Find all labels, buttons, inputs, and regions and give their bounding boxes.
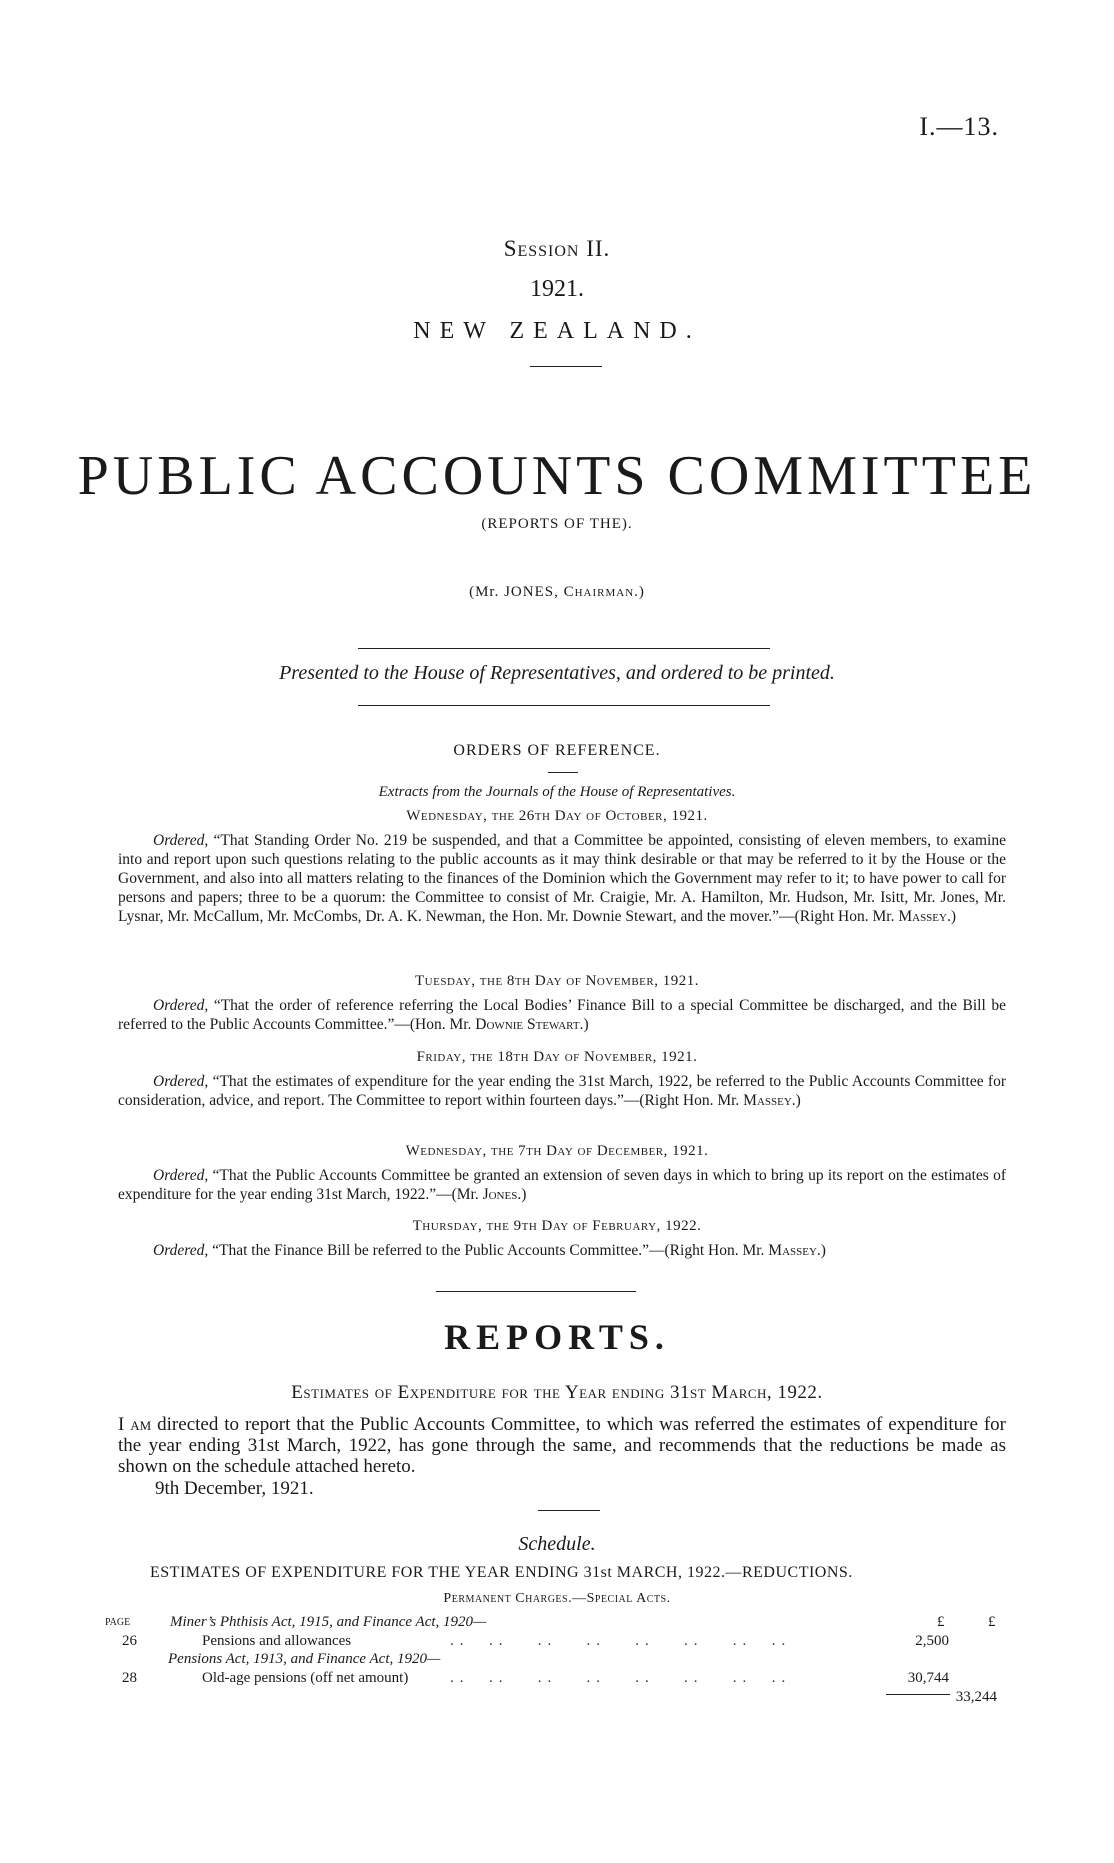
ordered-label: Ordered,: [153, 1242, 209, 1259]
ordered-label: Ordered,: [153, 1167, 209, 1184]
order-date: Wednesday, the 7th Day of December, 1921.: [405, 1143, 709, 1159]
orders-heading: ORDERS OF REFERENCE.: [453, 742, 661, 759]
year-label: 1921.: [530, 276, 584, 302]
document-subtitle: (REPORTS OF THE).: [481, 516, 633, 532]
order-body: “That the estimates of expenditure for the year ending the 31st March, 1922, be referred to the Public Accounts Committee for consideration, advice, and report. The Committee to report within fourteen days.”—(Right Hon. Mr.: [118, 1073, 1006, 1109]
divider: [538, 1510, 600, 1511]
ordered-label: Ordered,: [153, 832, 209, 849]
schedule-header-row: [0, 1614, 1114, 1632]
divider: [548, 772, 578, 773]
order-body: “That the Finance Bill be referred to the Public Accounts Committee.”—(Right Hon. Mr.: [208, 1242, 769, 1259]
divider: [530, 366, 602, 367]
order-end: .): [579, 1016, 589, 1033]
order-body: “That the Public Accounts Committee be granted an extension of seven days in which to bring up its report on the estimates of expenditure for the year ending 31st March, 1922.”—(Mr.: [118, 1167, 1006, 1203]
leader-dots: .. .. .. .. .. .. .. ..: [450, 1670, 792, 1686]
currency-symbol: £: [937, 1614, 945, 1630]
table-row: [0, 1670, 1114, 1688]
order-text: [118, 1166, 1006, 1204]
row-description: Pensions and allowances: [202, 1633, 352, 1649]
divider: [358, 648, 770, 649]
schedule-title: Schedule.: [518, 1533, 596, 1555]
report-text: [118, 1414, 1006, 1477]
reports-heading: REPORTS.: [444, 1317, 670, 1357]
chairman-suffix: .): [634, 584, 645, 600]
presented-line: Presented to the House of Representatives, and ordered to be printed.: [279, 662, 835, 684]
row-page: 26: [122, 1633, 137, 1649]
order-body: “That the order of reference referring the Local Bodies’ Finance Bill to a special Committee be discharged, and the Bill be referred to the Public Accounts Committee.”—(Hon. Mr.: [118, 997, 1006, 1033]
order-end: .): [517, 1186, 527, 1203]
currency-symbol: £: [988, 1614, 996, 1630]
order-text: [118, 996, 1006, 1034]
estimates-heading: Estimates of Expenditure for the Year ending 31st March, 1922.: [291, 1382, 823, 1403]
report-date: 9th December, 1921.: [155, 1478, 314, 1499]
order-body: “That Standing Order No. 219 be suspended, and that a Committee be appointed, consisting of eleven members, to examine into and report upon such questions relating to the public accounts as it may think desirable or that may be referred to it by the House or the Government, and also into all matters relating to the finances of the Dominion which the Government may refer to it; to have power to call for persons and papers; three to be a quorum: the Committee to consist of Mr. Craigie, Mr. A. Hamilton, Mr. Hudson, Mr. Isitt, Mr. Jones, Mr. Lysnar, Mr. McCallum, Mr. McCombs, Dr. A. K. Newman, the Hon. Mr. Downie Stewart, and the mover.”—(Right Hon. Mr.: [118, 832, 1006, 925]
order-date: Tuesday, the 8th Day of November, 1921.: [415, 973, 699, 989]
page-column-label: page: [105, 1614, 131, 1629]
order-date: Thursday, the 9th Day of February, 1922.: [412, 1218, 702, 1234]
order-mover: Massey: [898, 908, 947, 925]
row-page: 28: [122, 1670, 137, 1686]
leader-dots: .. .. .. .. .. .. .. ..: [450, 1633, 792, 1649]
chairman-role: Chairman: [563, 584, 635, 600]
schedule-group-row: [0, 1651, 1114, 1669]
divider: [436, 1291, 636, 1292]
row-description: Old-age pensions (off net amount): [202, 1670, 409, 1686]
ordered-label: Ordered,: [153, 1073, 209, 1090]
order-mover: Massey: [743, 1092, 792, 1109]
order-end: .): [946, 908, 957, 925]
row-amount: 30,744: [907, 1670, 949, 1686]
paper-reference: I.—13.: [919, 112, 999, 141]
divider: [358, 705, 770, 706]
order-date: Friday, the 18th Day of November, 1921.: [416, 1049, 698, 1065]
country-label: NEW ZEALAND.: [413, 318, 701, 344]
session-label: Session II.: [503, 236, 611, 261]
schedule-total: 33,244: [955, 1689, 997, 1705]
total-row: [0, 1689, 1114, 1707]
order-text: [118, 831, 1006, 926]
row-amount: 2,500: [915, 1633, 949, 1649]
document-title: PUBLIC ACCOUNTS COMMITTEE: [77, 445, 1037, 507]
journal-extract-label: Extracts from the Journals of the House of Representatives.: [378, 784, 736, 800]
ordered-label: Ordered,: [153, 997, 209, 1014]
group-title: Pensions Act, 1913, and Finance Act, 1920—: [168, 1651, 441, 1667]
order-mover: Downie Stewart: [475, 1016, 580, 1033]
chairman-prefix: (Mr. JONES,: [469, 584, 564, 600]
chairman-line: [0, 584, 1114, 601]
report-body: directed to report that the Public Accounts Committee, to which was referred the estimates of expenditure for the year ending 31st March, 1922, has gone through the same, and recommends that the reductions be made as shown on the schedule attached hereto.: [118, 1414, 1007, 1477]
report-lead: I am: [118, 1414, 152, 1435]
schedule-heading: ESTIMATES OF EXPENDITURE FOR THE YEAR ENDING 31st MARCH, 1922.—REDUCTIONS.: [150, 1564, 853, 1581]
order-mover: Massey: [768, 1242, 817, 1259]
schedule-section: Permanent Charges.—Special Acts.: [443, 1591, 671, 1606]
order-end: .): [816, 1242, 826, 1259]
order-end: .): [791, 1092, 801, 1109]
order-date: Wednesday, the 26th Day of October, 1921.: [406, 808, 708, 824]
order-mover: Jones: [482, 1186, 518, 1203]
order-text: [118, 1241, 1006, 1260]
order-text: [118, 1072, 1006, 1110]
group-title: Miner’s Phthisis Act, 1915, and Finance Act, 1920—: [170, 1614, 487, 1630]
table-row: [0, 1633, 1114, 1651]
